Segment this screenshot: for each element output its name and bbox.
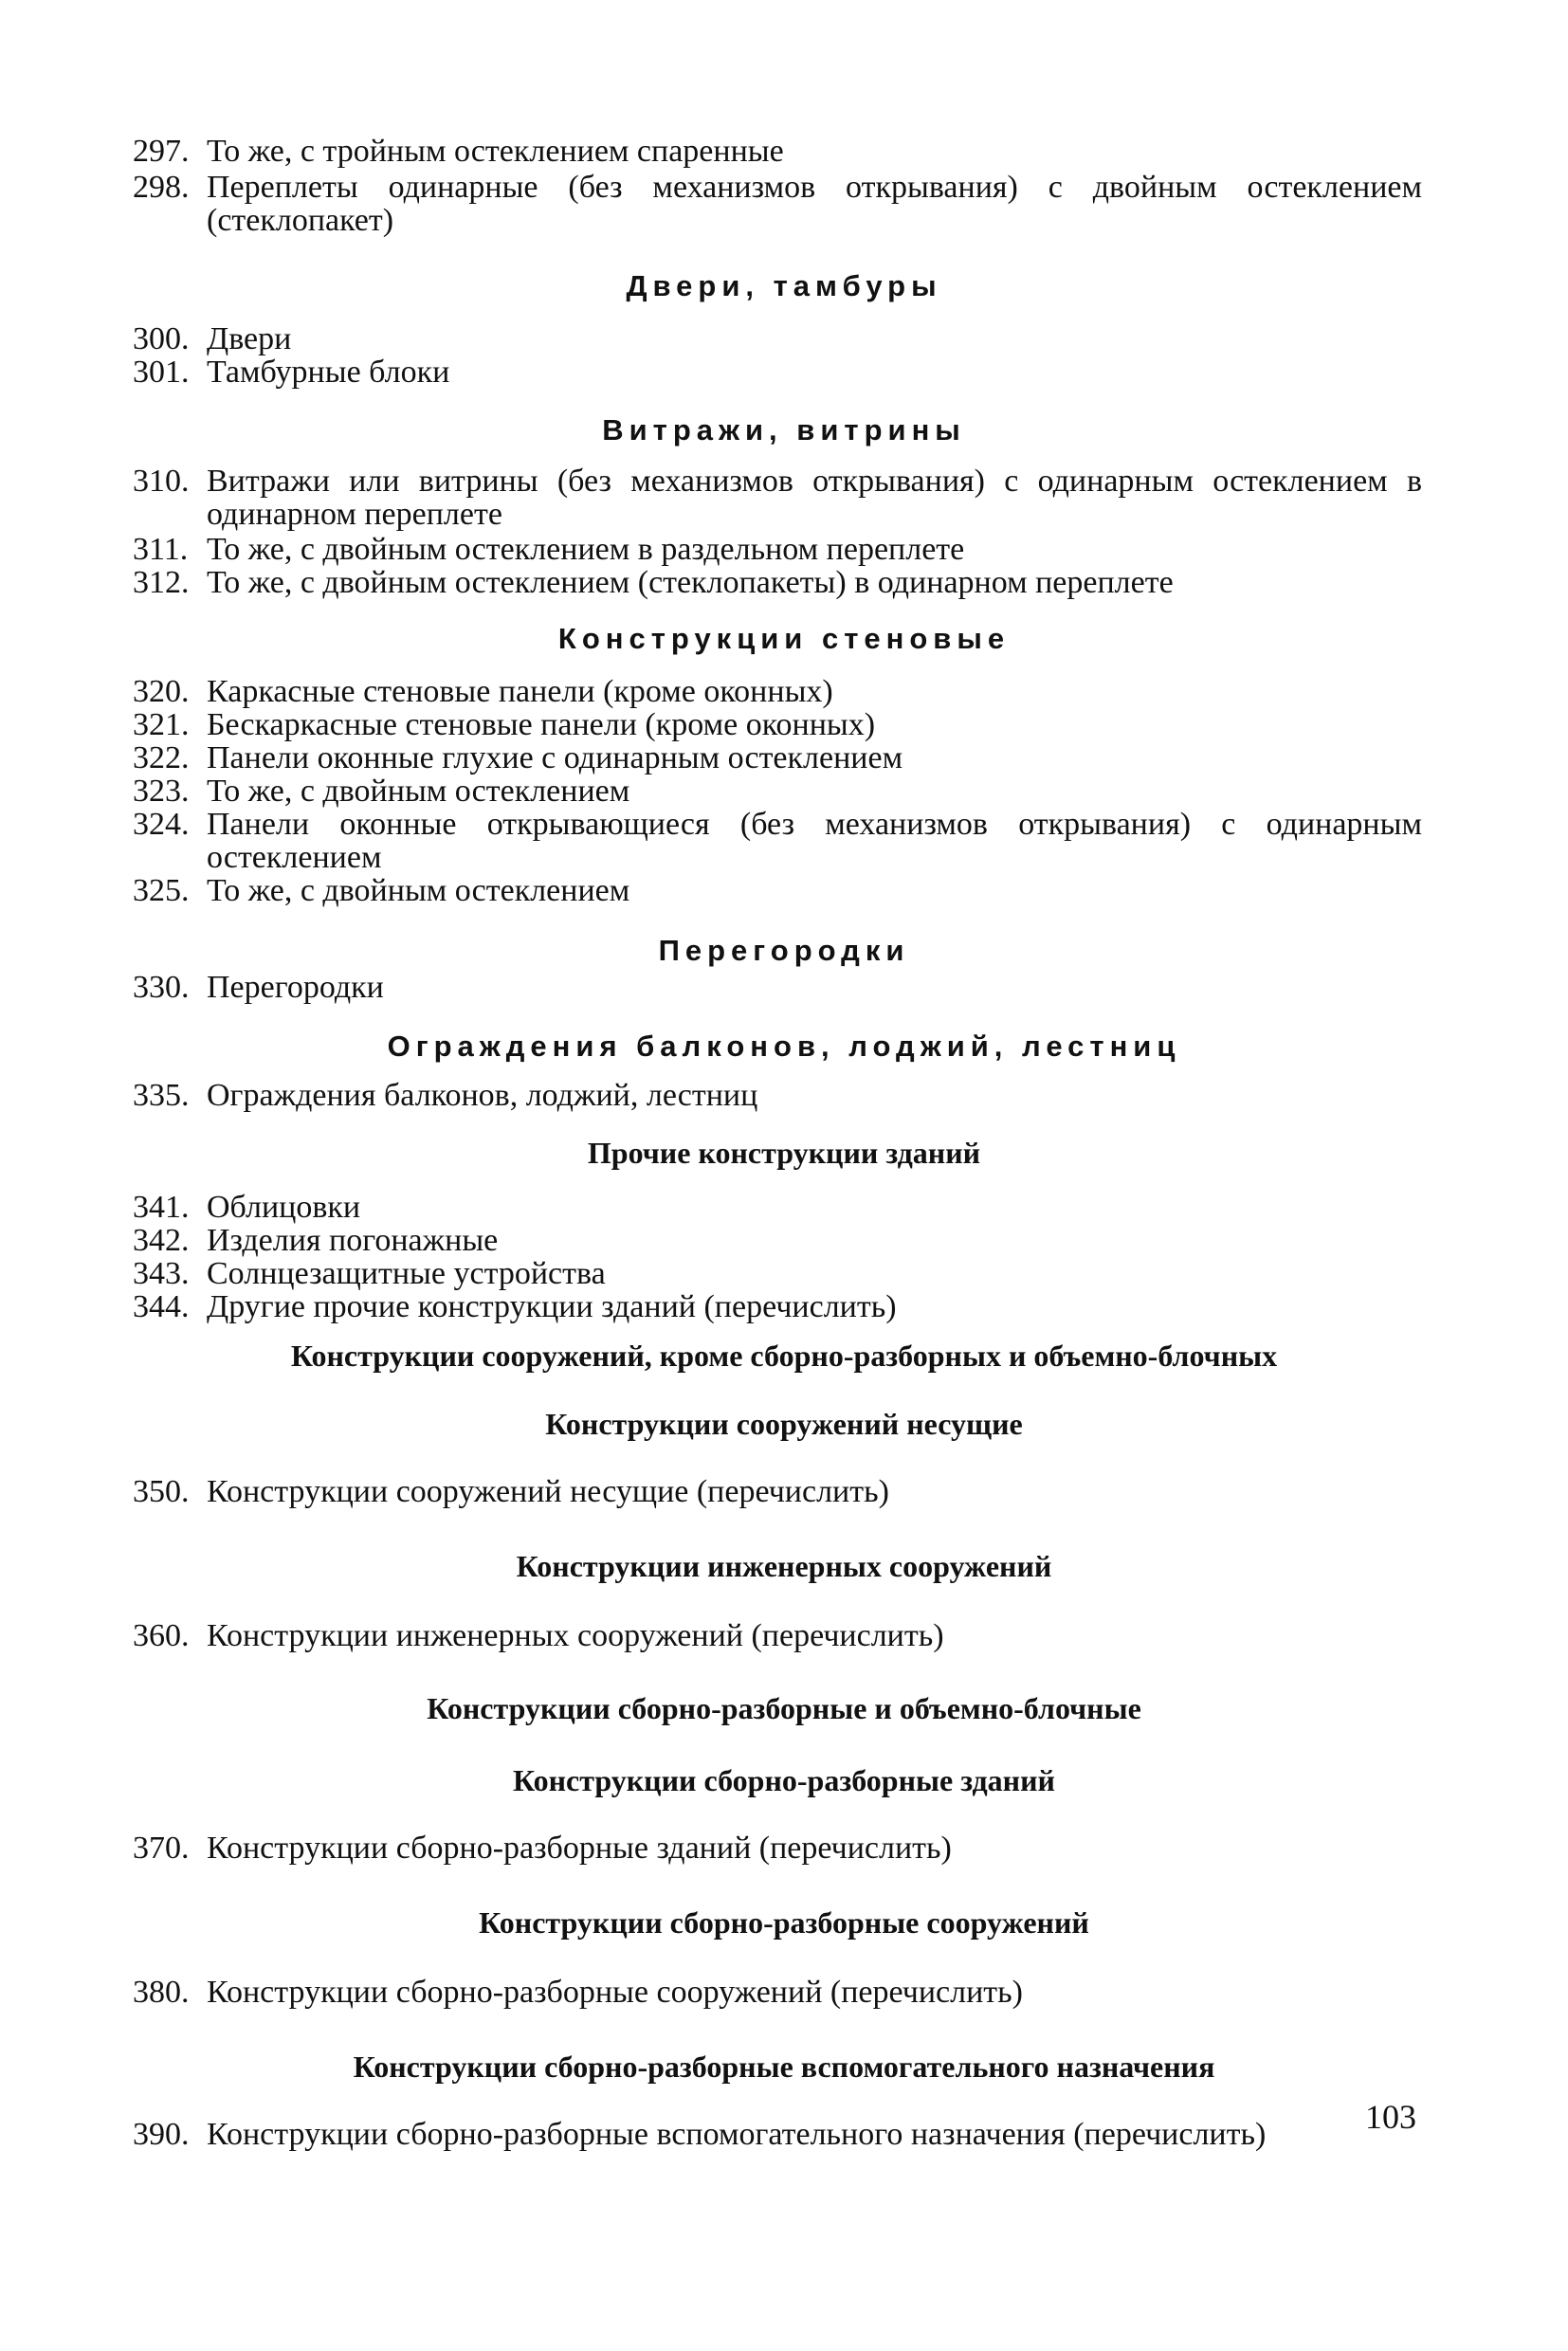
item-text: То же, с двойным остеклением в раздельном переплете	[207, 532, 965, 567]
item-text: Другие прочие конструкции зданий (перечислить)	[207, 1289, 897, 1324]
item-number: 341.	[133, 1190, 190, 1225]
list-item-321	[133, 708, 1422, 741]
section-heading-engineering: Конструкции инженерных сооружений	[516, 1549, 1052, 1583]
item-text: То же, с тройным остеклением спаренные	[207, 134, 784, 169]
page-number: 103	[1365, 2098, 1416, 2136]
item-number: 380.	[133, 1975, 190, 2010]
section-heading-partitions: Перегородки	[658, 934, 910, 967]
item-text: Каркасные стеновые панели (кроме оконных)	[207, 674, 833, 709]
item-number: 323.	[133, 774, 190, 809]
section-heading-railings: Ограждения балконов, лоджий, лестниц	[387, 1030, 1181, 1063]
list-item-343	[133, 1257, 1422, 1290]
item-text: Конструкции сборно-разборные зданий (перечислить)	[207, 1831, 952, 1866]
item-number: 350.	[133, 1474, 190, 1509]
item-text: Перегородки	[207, 970, 384, 1005]
section-heading-prefab-auxiliary: Конструкции сборно-разборные вспомогательного назначения	[353, 2050, 1215, 2084]
list-item-342	[133, 1224, 1422, 1257]
list-item-360	[133, 1619, 1422, 1652]
list-item-322	[133, 741, 1422, 775]
list-item-325	[133, 874, 1422, 907]
section-heading-wall-constructions: Конструкции стеновые	[557, 622, 1011, 655]
item-number: 297.	[133, 134, 190, 169]
list-item-350	[133, 1475, 1422, 1508]
section-heading-prefab-structures: Конструкции сборно-разборные сооружений	[479, 1905, 1089, 1940]
list-item-390	[133, 2118, 1422, 2151]
list-item-311	[133, 533, 1422, 566]
item-number: 325.	[133, 873, 190, 908]
item-text: Тамбурные блоки	[207, 355, 450, 390]
item-number: 322.	[133, 740, 190, 775]
section-heading-structures: Конструкции сооружений, кроме сборно-разборных и объемно-блочных	[290, 1339, 1278, 1373]
item-text: Изделия погонажные	[207, 1223, 499, 1258]
list-item-298	[133, 171, 1422, 237]
list-item-341	[133, 1191, 1422, 1224]
list-item-335	[133, 1079, 1422, 1112]
section-heading-stained-glass: Витражи, витрины	[602, 413, 966, 447]
item-text: Облицовки	[207, 1190, 361, 1225]
section-heading-other-building: Прочие конструкции зданий	[587, 1136, 981, 1170]
item-number: 311.	[133, 532, 189, 567]
item-text: То же, с двойным остеклением	[207, 774, 630, 809]
item-text: Панели оконные глухие с одинарным остеклением	[207, 740, 903, 775]
section-heading-doors: Двери, тамбуры	[626, 269, 942, 302]
item-number: 390.	[133, 2117, 190, 2152]
section-heading-prefab-block: Конструкции сборно-разборные и объемно-блочные	[427, 1691, 1141, 1725]
section-heading-prefab-buildings: Конструкции сборно-разборные зданий	[513, 1763, 1055, 1797]
item-text: Бескаркасные стеновые панели (кроме оконных)	[207, 707, 876, 742]
item-number: 370.	[133, 1831, 190, 1866]
item-text: Конструкции сооружений несущие (перечислить)	[207, 1474, 889, 1509]
item-text: Двери	[207, 321, 292, 356]
item-text: Ограждения балконов, лоджий, лестниц	[207, 1078, 758, 1113]
item-text: Витражи или витрины (без механизмов открывания) с одинарным остеклением в одинарном переплете	[207, 464, 1422, 532]
item-number: 342.	[133, 1223, 190, 1258]
item-text: То же, с двойным остеклением (стеклопакеты) в одинарном переплете	[207, 565, 1174, 600]
list-item-344	[133, 1290, 1422, 1323]
item-number: 320.	[133, 674, 190, 709]
list-item-330	[133, 971, 1422, 1004]
item-number: 330.	[133, 970, 190, 1005]
list-item-297	[133, 135, 1422, 168]
list-item-300	[133, 322, 1422, 355]
item-text: То же, с двойным остеклением	[207, 873, 630, 908]
item-number: 335.	[133, 1078, 190, 1113]
list-item-312	[133, 566, 1422, 599]
item-number: 321.	[133, 707, 190, 742]
item-text: Панели оконные открывающиеся (без механизмов открывания) с одинарным остеклением	[207, 807, 1422, 875]
list-item-324	[133, 808, 1422, 874]
section-heading-load-bearing: Конструкции сооружений несущие	[545, 1407, 1023, 1441]
list-item-323	[133, 775, 1422, 808]
list-item-370	[133, 1832, 1422, 1865]
item-number: 324.	[133, 807, 190, 842]
list-item-310	[133, 465, 1422, 531]
item-number: 344.	[133, 1289, 190, 1324]
item-text: Конструкции сборно-разборные сооружений (перечислить)	[207, 1975, 1023, 2010]
item-text: Конструкции сборно-разборные вспомогательного назначения (перечислить)	[207, 2117, 1267, 2152]
item-text: Солнцезащитные устройства	[207, 1256, 606, 1291]
item-number: 360.	[133, 1618, 190, 1653]
item-number: 312.	[133, 565, 190, 600]
item-number: 300.	[133, 321, 190, 356]
item-text: Конструкции инженерных сооружений (перечислить)	[207, 1618, 944, 1653]
list-item-320	[133, 675, 1422, 708]
item-number: 298.	[133, 170, 190, 205]
list-item-301	[133, 355, 1422, 389]
list-item-380	[133, 1976, 1422, 2009]
item-number: 310.	[133, 464, 190, 499]
item-number: 343.	[133, 1256, 190, 1291]
item-text: Переплеты одинарные (без механизмов открывания) с двойным остеклением (стеклопакет)	[207, 170, 1422, 238]
item-number: 301.	[133, 355, 190, 390]
